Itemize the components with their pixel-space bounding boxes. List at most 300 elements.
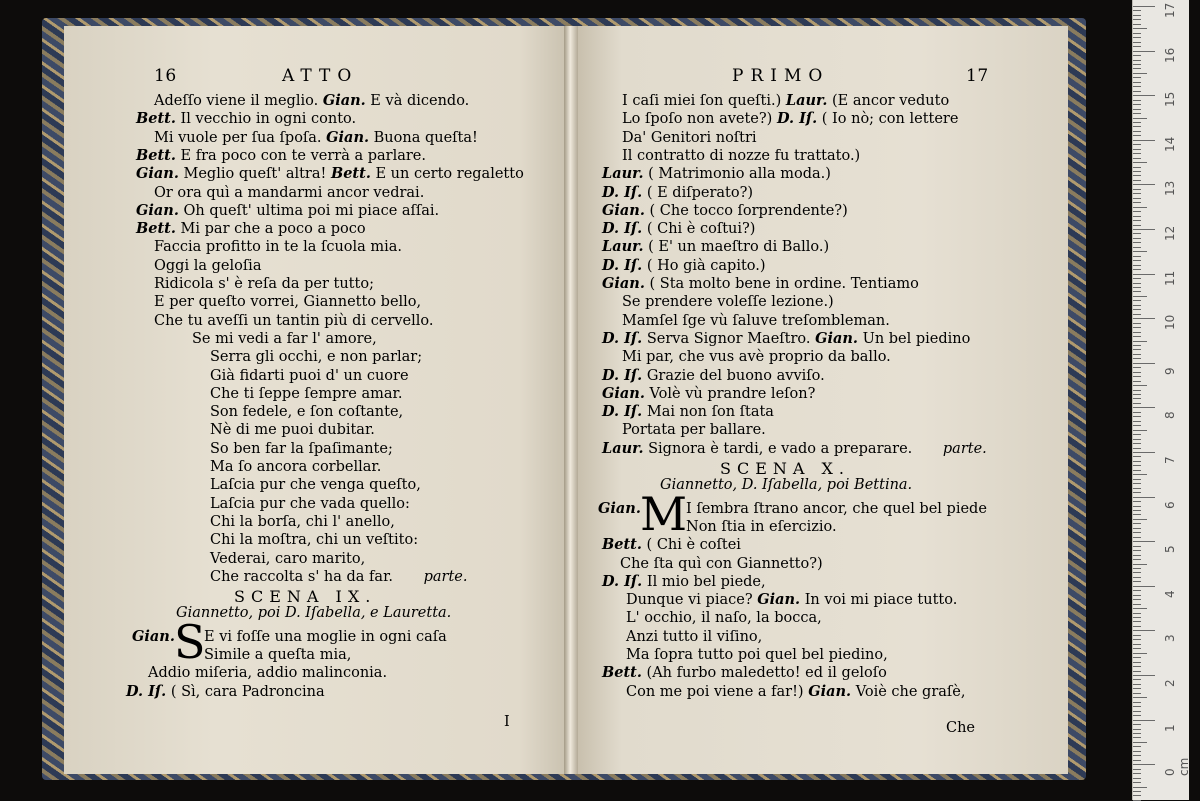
ruler-tick <box>1133 238 1141 239</box>
ruler-tick <box>1133 421 1141 422</box>
ruler-tick <box>1133 733 1141 734</box>
speaker-name: Gian. <box>815 329 858 347</box>
ruler-tick <box>1133 82 1141 83</box>
text-line <box>154 275 374 293</box>
ruler-tick <box>1133 225 1141 226</box>
ruler-tick <box>1133 532 1141 533</box>
page-number: 16 <box>154 66 177 86</box>
speaker-name: D. Iſ. <box>602 256 643 274</box>
text-line <box>622 421 766 439</box>
ruler-tick <box>1133 198 1141 199</box>
line-text: ( Chi è coſtei <box>641 537 741 554</box>
ruler-tick <box>1133 175 1141 176</box>
line-text: Mi vuole per ſua ſpoſa. <box>154 129 327 146</box>
running-head: ATTO <box>282 66 359 86</box>
line-text: Ma ſopra tutto poi quel bel piedino, <box>626 647 888 663</box>
ruler-tick <box>1133 572 1141 573</box>
line-text: Chi la moſtra, chi un veſtito: <box>210 532 419 549</box>
ruler-tick <box>1133 617 1141 618</box>
line-text: Lo ſpoſo non avete?) <box>622 111 777 128</box>
text-line <box>210 385 403 403</box>
text-line <box>210 495 410 513</box>
ruler-tick <box>1133 430 1147 431</box>
line-text: So ben far la ſpaſimante; <box>210 440 393 457</box>
text-line <box>154 293 421 311</box>
ruler-tick <box>1133 37 1141 38</box>
ruler-tick <box>1133 537 1141 538</box>
text-line <box>626 609 822 627</box>
speaker-name: Gian. <box>326 128 370 146</box>
line-text: Anzi tutto il viſino, <box>626 628 763 645</box>
ruler-tick <box>1133 492 1141 493</box>
line-text: ( Ho già capito.) <box>642 257 766 274</box>
speaker-name: D. Iſ. <box>126 682 167 700</box>
ruler-tick <box>1133 639 1141 640</box>
text-line <box>626 591 957 609</box>
line-text: Mamſel ſge vù ſaluve treſombleman. <box>622 312 890 329</box>
ruler-tick <box>1133 300 1141 301</box>
ruler-tick <box>1133 278 1141 279</box>
ruler-tick <box>1133 372 1141 373</box>
text-line <box>622 147 860 165</box>
ruler-tick <box>1133 523 1141 524</box>
ruler-tick <box>1133 778 1141 779</box>
ruler-tick <box>1133 702 1141 703</box>
ruler-tick <box>1133 577 1141 578</box>
speaker-name: Gian. <box>757 591 801 609</box>
ruler-tick <box>1133 662 1141 663</box>
ruler-tick <box>1133 688 1141 689</box>
text-line <box>626 683 965 701</box>
ruler-tick <box>1133 550 1141 551</box>
text-line <box>210 348 422 366</box>
ruler-number: 15 <box>1163 91 1177 108</box>
text-line <box>132 628 175 646</box>
ruler-tick <box>1133 706 1141 707</box>
ruler-tick <box>1133 109 1141 110</box>
ruler-tick <box>1133 64 1141 65</box>
ruler-number: 11 <box>1163 270 1177 286</box>
ruler-tick <box>1133 171 1141 172</box>
ruler-tick <box>1133 24 1141 25</box>
text-line <box>136 110 356 128</box>
speaker-name: Bett. <box>136 110 176 128</box>
ruler-tick <box>1133 737 1141 738</box>
ruler-tick <box>1133 189 1141 190</box>
line-text: Oh queſt' ultima poi mi piace aſſai. <box>178 202 440 219</box>
ruler-tick <box>1133 448 1141 449</box>
scene-title: SCENA IX. <box>234 587 377 607</box>
line-text: ( E diſperato?) <box>642 184 754 201</box>
ruler-tick <box>1133 394 1141 395</box>
ruler-tick <box>1133 693 1141 694</box>
ruler-tick <box>1133 354 1141 355</box>
text-line <box>210 367 409 385</box>
text-line <box>154 312 433 330</box>
ruler-tick <box>1133 104 1141 105</box>
line-text: I caſi miei ſon queſti.) <box>622 93 786 109</box>
speaker-name: Gian. <box>602 201 645 219</box>
line-text: Il contratto di nozze fu trattato.) <box>622 147 861 164</box>
ruler-tick <box>1133 412 1141 413</box>
line-text: Con me poi viene a far!) <box>626 683 809 700</box>
scene-title: SCENA X. <box>720 459 850 478</box>
line-text: Se mi vedi a far l' amore, <box>192 330 377 347</box>
speaker-name: Bett. <box>330 165 371 183</box>
ruler-tick <box>1133 390 1141 391</box>
ruler-tick <box>1133 323 1141 324</box>
ruler-tick <box>1133 46 1141 47</box>
ruler-tick <box>1133 470 1141 471</box>
text-line <box>602 440 987 458</box>
speaker-name: Gian. <box>136 201 179 219</box>
ruler-tick <box>1133 283 1141 284</box>
line-text: Portata per ballare. <box>622 422 766 439</box>
line-text: E và dicendo. <box>365 93 470 109</box>
line-text: ( E' un maeſtro di Ballo.) <box>643 239 830 256</box>
scene-cast: Giannetto, poi D. Iſabella, e Lauretta. <box>176 605 452 622</box>
ruler-tick <box>1133 697 1147 698</box>
speaker-name: D. Iſ. <box>602 366 643 384</box>
ruler-tick <box>1133 506 1141 507</box>
ruler-tick <box>1133 746 1141 747</box>
text-line <box>210 458 381 476</box>
ruler-tick <box>1133 180 1141 181</box>
ruler-tick <box>1133 73 1147 74</box>
line-text: Mai non ſon ſtata <box>642 404 774 421</box>
ruler-tick <box>1133 795 1141 796</box>
text-line <box>136 165 524 183</box>
ruler-tick <box>1133 242 1141 243</box>
ruler-tick <box>1133 118 1147 119</box>
text-line <box>602 202 848 220</box>
text-line <box>210 568 468 586</box>
ruler-tick <box>1133 724 1141 725</box>
speaker-name: Laur. <box>785 92 828 109</box>
ruler-tick <box>1133 153 1141 154</box>
ruler-tick <box>1133 167 1141 168</box>
text-line <box>154 129 478 147</box>
ruler-tick <box>1133 95 1155 96</box>
text-line <box>622 293 834 311</box>
ruler-tick <box>1133 385 1147 386</box>
ruler-tick <box>1133 528 1141 529</box>
ruler-tick <box>1133 483 1141 484</box>
text-line <box>602 536 741 554</box>
ruler-tick <box>1133 595 1141 596</box>
ruler-tick <box>1133 479 1141 480</box>
ruler-tick <box>1133 60 1141 61</box>
ruler-tick <box>1133 55 1141 56</box>
ruler-tick <box>1133 443 1141 444</box>
text-line <box>622 129 757 147</box>
text-line <box>154 184 424 202</box>
text-line <box>686 518 837 536</box>
ruler-tick <box>1133 51 1155 52</box>
ruler-number: 2 <box>1163 679 1177 687</box>
speaker-name: Bett. <box>136 146 176 164</box>
ruler-tick <box>1133 287 1141 288</box>
line-text: ( Che tocco ſorprendente?) <box>644 202 848 219</box>
line-text: E fra poco con te verrà a parlare. <box>175 147 426 164</box>
ruler-tick <box>1133 791 1141 792</box>
line-text: ( Chi è coſtui?) <box>642 221 756 238</box>
ruler-tick <box>1133 68 1141 69</box>
ruler-tick <box>1133 621 1141 622</box>
speaker-name: Laur. <box>602 439 644 457</box>
drop-capital: S <box>174 614 206 669</box>
text-line <box>602 257 766 275</box>
signature-mark: I <box>504 714 510 730</box>
ruler-tick <box>1133 439 1141 440</box>
ruler-tick <box>1133 291 1141 292</box>
line-text: Serra gli occhi, e non parlar; <box>210 349 423 366</box>
ruler-tick <box>1133 158 1141 159</box>
line-text: Chi la borſa, chi l' anello, <box>210 513 395 530</box>
speaker-name: Gian. <box>602 384 645 402</box>
drop-capital: M <box>640 486 688 541</box>
ruler-tick <box>1133 309 1141 310</box>
line-text: Son fedele, e ſon coſtante, <box>210 404 404 421</box>
text-line <box>602 385 815 403</box>
line-text: E un certo regaletto <box>370 166 524 183</box>
ruler-tick <box>1133 229 1155 230</box>
ruler-tick <box>1133 345 1141 346</box>
ruler-tick <box>1133 497 1155 498</box>
text-line <box>622 312 890 330</box>
line-text: ( Io nò; con lettere <box>817 111 959 128</box>
ruler-tick <box>1133 184 1155 185</box>
ruler-tick <box>1133 581 1141 582</box>
ruler-number: 3 <box>1163 634 1177 643</box>
ruler-tick <box>1133 541 1155 542</box>
ruler-number: 4 <box>1163 590 1177 598</box>
ruler-tick <box>1133 604 1141 605</box>
ruler-number: 12 <box>1163 225 1177 241</box>
ruler-tick <box>1133 349 1141 350</box>
line-text: E vi foſſe una moglie in ogni caſa <box>204 628 447 645</box>
line-text: Ridicola s' è reſa da per tutto; <box>154 276 374 292</box>
speaker-name: D. Iſ. <box>776 110 818 128</box>
line-text: Non ſtia in eſercizio. <box>686 518 837 535</box>
line-text: Oggi la geloſia <box>154 257 262 274</box>
line-text: Che ti ſeppe ſempre amar. <box>210 385 403 402</box>
line-text: Vederai, caro marito, <box>210 550 366 567</box>
line-text: Già fidarti puoi d' un cuore <box>210 367 409 384</box>
line-text: Che raccolta s' ha da far. <box>210 568 394 585</box>
ruler-tick <box>1133 456 1141 457</box>
line-text: ( Sì, cara Padroncina <box>166 683 325 700</box>
line-text: Signora è tardi, e vado a preparare. <box>643 440 913 457</box>
speaker-name: Gian. <box>602 275 645 292</box>
line-text: (Ah furbo maledetto! ed il geloſo <box>641 665 887 682</box>
ruler-tick <box>1133 149 1141 150</box>
ruler-tick <box>1133 599 1141 600</box>
ruler-tick <box>1133 465 1141 466</box>
line-text: Buona queſta! <box>369 129 478 146</box>
ruler-tick <box>1133 648 1141 649</box>
ruler-tick <box>1133 358 1141 359</box>
text-line <box>210 421 375 439</box>
ruler-tick <box>1133 220 1141 221</box>
ruler-tick <box>1133 434 1141 435</box>
line-text: Mi par, che vus avè proprio da ballo. <box>622 349 891 366</box>
ruler-tick <box>1133 416 1141 417</box>
ruler-tick <box>1133 644 1141 645</box>
line-text: Or ora quì a mandarmi ancor vedrai. <box>154 184 425 201</box>
ruler-tick <box>1133 202 1141 203</box>
text-line <box>598 500 641 518</box>
text-line <box>602 220 755 238</box>
ruler-tick <box>1133 635 1141 636</box>
stage-direction: parte. <box>419 568 468 585</box>
text-line <box>210 513 395 531</box>
line-text: Faccia profitto in te la ſcuola mia. <box>154 239 403 256</box>
ruler-tick <box>1133 131 1141 132</box>
ruler-tick <box>1133 86 1141 87</box>
ruler-tick <box>1133 398 1141 399</box>
speaker-name: D. Iſ. <box>602 183 643 201</box>
ruler-tick <box>1133 211 1141 212</box>
ruler-tick <box>1133 751 1141 752</box>
text-line <box>602 403 774 421</box>
ruler-tick <box>1133 425 1141 426</box>
ruler-number: 8 <box>1163 411 1177 420</box>
ruler-tick <box>1133 742 1147 743</box>
ruler-tick <box>1133 501 1141 502</box>
ruler-tick <box>1133 91 1141 92</box>
text-line <box>136 147 426 165</box>
ruler-tick <box>1133 715 1141 716</box>
speaker-name: Bett. <box>602 664 642 682</box>
ruler-tick <box>1133 327 1141 328</box>
ruler-tick <box>1133 336 1141 337</box>
measurement-ruler <box>1132 0 1189 800</box>
ruler-tick <box>1133 251 1147 252</box>
text-line <box>204 646 351 664</box>
line-text: Da' Genitori noſtri <box>622 129 757 146</box>
ruler-tick <box>1133 15 1141 16</box>
line-text: Grazie del buono avviſo. <box>642 367 825 384</box>
line-text: Dunque vi piace? <box>626 592 758 609</box>
page-number: 17 <box>966 66 989 86</box>
ruler-tick <box>1133 555 1141 556</box>
speaker-name: D. Iſ. <box>602 572 643 590</box>
ruler-tick <box>1133 274 1155 275</box>
ruler-tick <box>1133 341 1147 342</box>
ruler-tick <box>1133 755 1141 756</box>
line-text: Simile a queſta mia, <box>204 647 352 663</box>
ruler-number: 14 <box>1163 136 1177 152</box>
ruler-tick <box>1133 33 1141 34</box>
speaker-name: Gian. <box>808 682 852 700</box>
line-text: Un bel piedino <box>857 330 971 347</box>
ruler-tick <box>1133 590 1141 591</box>
ruler-tick <box>1133 247 1141 248</box>
line-text: Ma ſo ancora corbellar. <box>210 459 382 475</box>
line-text: I ſembra ſtrano ancor, che quel bel piede <box>686 500 987 517</box>
line-text: Adeſſo viene il meglio. <box>154 93 323 109</box>
ruler-tick <box>1133 679 1141 680</box>
text-line <box>154 92 469 110</box>
ruler-tick <box>1133 144 1141 145</box>
ruler-tick <box>1133 314 1141 315</box>
ruler-tick <box>1133 100 1141 101</box>
running-head: PRIMO <box>732 66 830 86</box>
ruler-tick <box>1133 296 1147 297</box>
line-text: ( Sta molto bene in ordine. Tentiamo <box>644 276 919 292</box>
ruler-tick <box>1133 363 1155 364</box>
ruler-tick <box>1133 787 1147 788</box>
text-line <box>622 348 891 366</box>
text-line <box>686 500 987 518</box>
ruler-number: 5 <box>1163 545 1177 554</box>
speaker-name: Laur. <box>602 165 644 183</box>
text-line <box>126 683 325 701</box>
speaker-name: Bett. <box>602 536 642 554</box>
ruler-tick <box>1133 613 1141 614</box>
speaker-name: D. Iſ. <box>602 220 643 238</box>
ruler-tick <box>1133 135 1141 136</box>
text-line <box>210 403 403 421</box>
ruler-tick <box>1133 305 1141 306</box>
speaker-name: Bett. <box>136 220 176 238</box>
ruler-number: 13 <box>1163 181 1177 197</box>
ruler-tick <box>1133 769 1141 770</box>
ruler-tick <box>1133 782 1141 783</box>
stage-direction: parte. <box>938 440 987 457</box>
ruler-tick <box>1133 233 1141 234</box>
ruler-tick <box>1133 207 1147 208</box>
ruler-tick <box>1133 729 1141 730</box>
ruler-tick <box>1133 318 1155 319</box>
ruler-tick <box>1133 216 1141 217</box>
ruler-tick <box>1133 407 1155 408</box>
ruler-tick <box>1133 113 1141 114</box>
ruler-tick <box>1133 564 1147 565</box>
text-line <box>602 275 919 293</box>
text-line <box>622 92 949 110</box>
ruler-tick <box>1133 452 1155 453</box>
ruler-tick <box>1133 546 1141 547</box>
text-line <box>626 628 762 646</box>
ruler-tick <box>1133 140 1155 141</box>
ruler-tick <box>1133 720 1155 721</box>
ruler-tick <box>1133 42 1141 43</box>
line-text: In voi mi piace tutto. <box>800 592 958 609</box>
text-line <box>620 555 823 573</box>
line-text: ( Matrimonio alla moda.) <box>643 166 831 183</box>
ruler-tick <box>1133 764 1155 765</box>
ruler-tick <box>1133 675 1155 676</box>
text-line <box>210 440 393 458</box>
ruler-tick <box>1133 488 1141 489</box>
line-text: Laſcia pur che venga queſto, <box>210 477 421 494</box>
ruler-tick <box>1133 559 1141 560</box>
text-line <box>204 628 447 646</box>
text-line <box>210 531 418 549</box>
ruler-tick <box>1133 28 1147 29</box>
ruler-tick <box>1133 381 1141 382</box>
text-line <box>602 238 829 256</box>
speaker-name: D. Iſ. <box>602 329 643 347</box>
ruler-tick <box>1133 760 1141 761</box>
line-text: L' occhio, il naſo, la bocca, <box>626 610 822 627</box>
ruler-tick <box>1133 162 1147 163</box>
text-line <box>602 330 970 348</box>
text-line <box>148 664 387 682</box>
ruler-tick <box>1133 461 1141 462</box>
